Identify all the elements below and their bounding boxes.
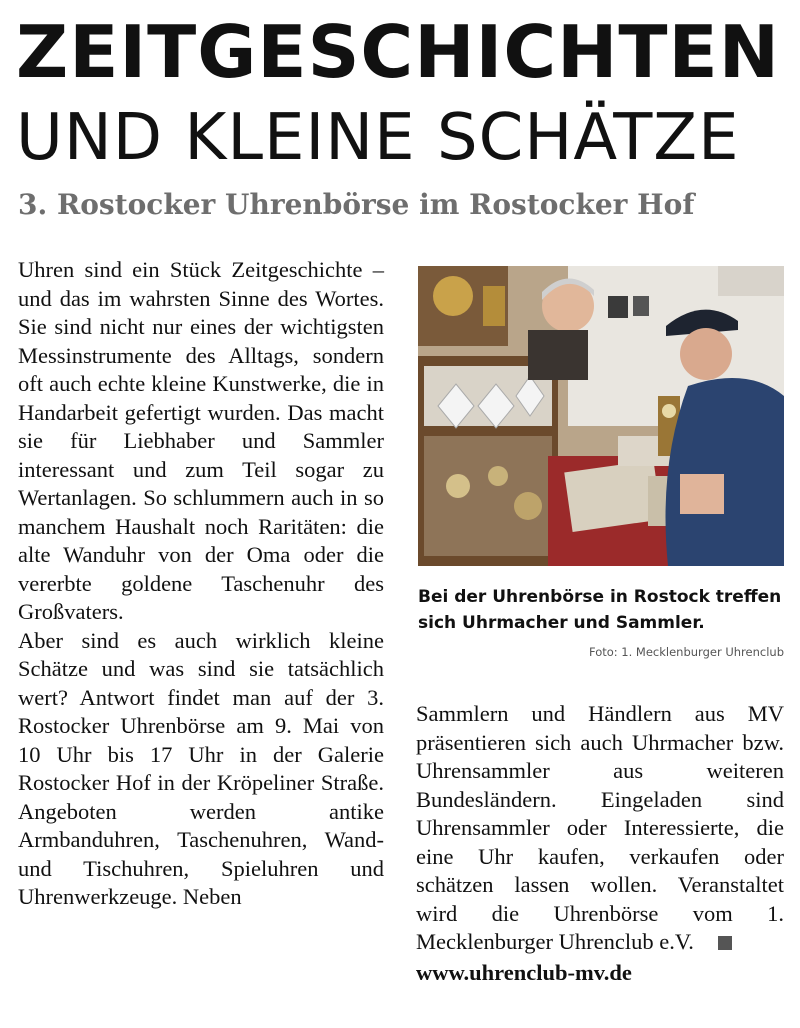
clock-fair-photo-icon [418,266,784,566]
article-column-left [18,256,384,912]
headline-line-2: UND KLEINE SCHÄTZE [16,101,740,175]
article-photo [418,266,784,566]
article-paragraph-3 [416,700,784,957]
article-paragraph-2: Aber sind es auch wirklich kleine Schätze und was sind sie tatsächlich wert? Antwort findet man auf der 3. Rostocker Uhrenbörse am 9. Mai von 10 Uhr bis 17 Uhr in der Galerie Rostocker Hof in der Kröpeliner Straße. Angeboten werden antike Armbanduhren, Taschenuhren, Wand- und Tischuhren, Spieluhren und Uhrenwerkzeuge. Neben [18,627,384,909]
photo-caption: Bei der Uhrenbörse in Rostock treffen sich Uhrmacher und Sammler. [418,587,782,633]
article-paragraph-3-text: Sammlern und Händlern aus MV präsentieren sich auch Uhrmacher bzw. Uhrensammler aus weiteren Bundesländern. Eingeladen sind Uhrensammler oder Interessierte, die eine Uhr kaufen, verkaufen oder schätzen lassen wollen. Veranstaltet wird die Uhrenbörse vom 1. Mecklenburger Uhrenclub e.V. [416,701,784,954]
article-paragraph-1: Uhren sind ein Stück Zeitgeschichte – und das im wahrsten Sinne des Wortes. Sie sind nicht nur eines der wichtigsten Messinstrumente des Alltags, sondern oft auch echte kleine Kunstwerke, die in Handarbeit gefertigt wurden. Das macht sie für Liebhaber und Sammler interessant und zum Teil sogar zu Wertanlagen. So schlummern auch in so manchem Haushalt noch Raritäten: die alte Wanduhr von der Oma oder die vererbte goldene Taschenuhr des Großvaters. [18,257,384,624]
article-column-right [416,700,784,988]
photo-credit: Foto: 1. Mecklenburger Uhrenclub [588,645,784,659]
end-mark-icon [718,936,732,950]
subtitle: 3. Rostocker Uhrenbörse im Rostocker Hof [18,188,695,221]
headline-line-1: ZEITGESCHICHTEN [16,10,780,94]
website-link[interactable]: www.uhrenclub-mv.de [416,959,632,985]
